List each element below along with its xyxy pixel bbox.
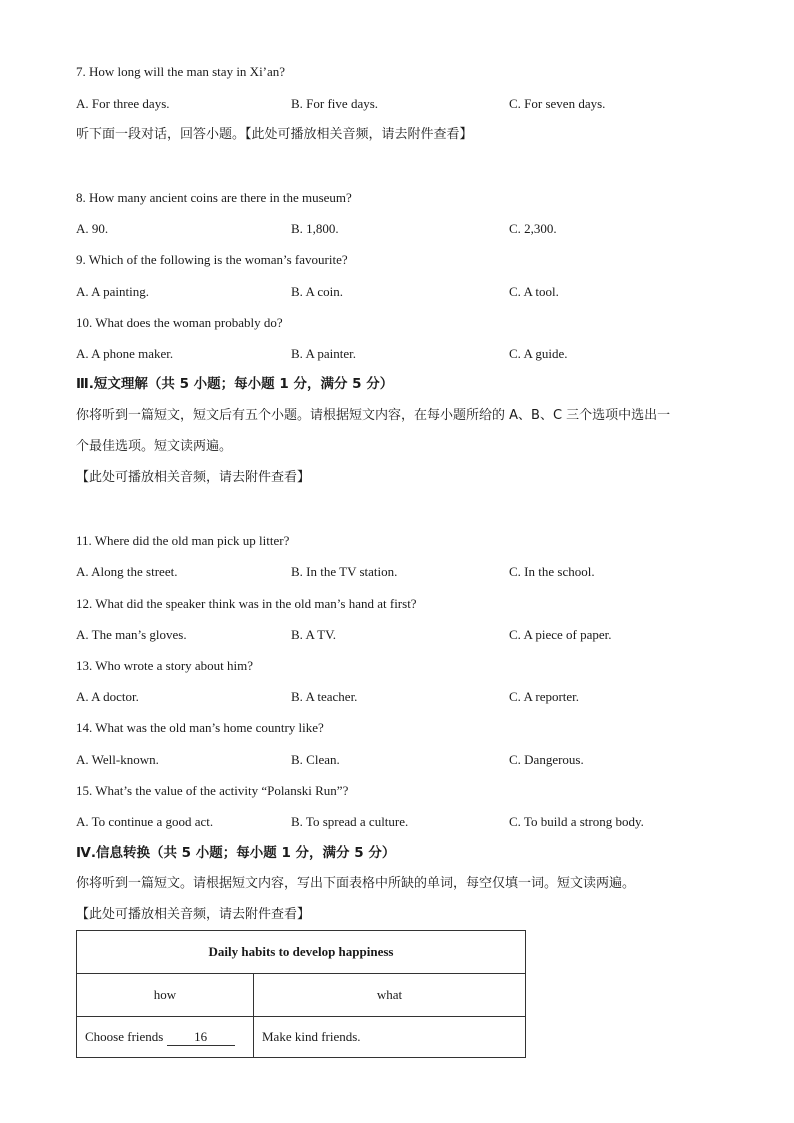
q14-option-c: C. Dangerous. [509,752,584,767]
row1-what-cell: Make kind friends. [254,1017,526,1058]
table-row [77,1017,526,1058]
section-3-instruction-2: 个最佳选项。短文读两遍。 [76,439,233,454]
q13-option-b: B. A teacher. [291,689,358,704]
question-15: 15. What’s the value of the activity “Polanski Run”? [76,783,349,798]
column-header-how: how [77,974,254,1017]
question-10: 10. What does the woman probably do? [76,315,283,330]
q10-option-b: B. A painter. [291,346,356,361]
row1-how-cell [77,1017,254,1058]
column-header-what: what [254,974,526,1017]
q12-option-a: A. The man’s gloves. [76,627,187,642]
q12-option-c: C. A piece of paper. [509,627,612,642]
q9-option-b: B. A coin. [291,284,344,299]
question-14: 14. What was the old man’s home country like? [76,720,324,735]
section-3-instruction-1: 你将听到一篇短文，短文后有五个小题。请根据短文内容，在每小题所给的 A、B、C 三个选项中选出一 [76,408,671,423]
question-13: 13. Who wrote a story about him? [76,658,254,673]
section-4-instruction: 你将听到一篇短文。请根据短文内容，写出下面表格中所缺的单词，每空仅填一词。短文读两遍。 [76,876,636,891]
q11-option-c: C. In the school. [509,564,595,579]
q8-option-c: C. 2,300. [509,221,557,236]
q10-option-a: A. A phone maker. [76,346,174,361]
q14-option-a: A. Well-known. [76,752,159,767]
question-12: 12. What did the speaker think was in the old man’s hand at first? [76,596,417,611]
q14-option-b: B. Clean. [291,752,340,767]
q11-option-a: A. Along the street. [76,564,178,579]
question-8: 8. How many ancient coins are there in the museum? [76,190,352,205]
q15-option-b: B. To spread a culture. [291,814,409,829]
question-9: 9. Which of the following is the woman’s favourite? [76,252,348,267]
answer-blank-16[interactable]: 16 [167,1029,235,1046]
q9-option-a: A. A painting. [76,284,149,299]
q8-option-a: A. 90. [76,221,109,236]
table-title: Daily habits to develop happiness [77,931,526,974]
section-3-audio-note: 【此处可播放相关音频，请去附件查看】 [76,470,311,485]
q13-option-c: C. A reporter. [509,689,580,704]
q15-option-c: C. To build a strong body. [509,814,644,829]
q9-option-c: C. A tool. [509,284,559,299]
dialog-instruction: 听下面一段对话，回答小题。【此处可播放相关音频，请去附件查看】 [76,127,473,142]
question-7: 7. How long will the man stay in Xi’an? [76,64,286,79]
q10-option-c: C. A guide. [509,346,568,361]
q8-option-b: B. 1,800. [291,221,339,236]
row1-how-prefix: Choose friends [85,1028,164,1044]
q11-option-b: B. In the TV station. [291,564,398,579]
q7-option-a: A. For three days. [76,96,170,111]
q12-option-b: B. A TV. [291,627,337,642]
section-4-title: Ⅳ.信息转换（共 5 小题；每小题 1 分，满分 5 分） [76,845,396,861]
question-11: 11. Where did the old man pick up litter? [76,533,290,548]
section-3-title: Ⅲ.短文理解（共 5 小题；每小题 1 分，满分 5 分） [76,376,394,392]
info-table [76,930,526,1058]
q13-option-a: A. A doctor. [76,689,139,704]
q7-option-b: B. For five days. [291,96,379,111]
q7-option-c: C. For seven days. [509,96,606,111]
section-4-audio-note: 【此处可播放相关音频，请去附件查看】 [76,907,311,922]
q15-option-a: A. To continue a good act. [76,814,214,829]
